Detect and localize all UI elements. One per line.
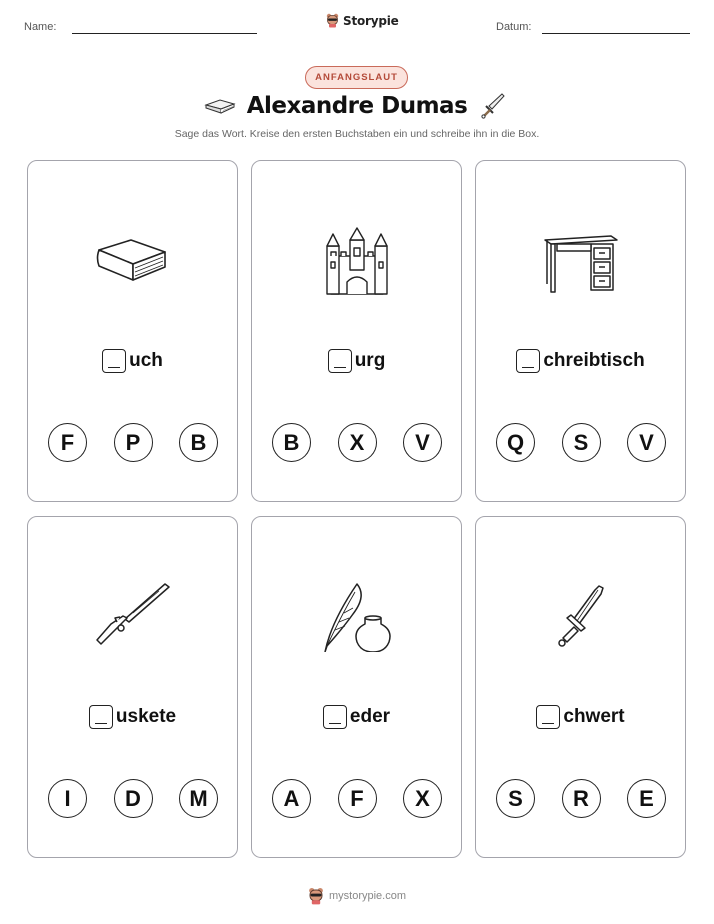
instructions: Sage das Wort. Kreise den ersten Buchstaben ein und schreibe ihn in die Box. (174, 128, 540, 140)
book-title-icon (204, 96, 236, 116)
letter-choice[interactable]: R (562, 779, 601, 818)
letter-choices (496, 423, 666, 462)
letter-choice[interactable]: V (627, 423, 666, 462)
brand-logo (326, 13, 399, 28)
brand-name: Storypie (343, 13, 399, 28)
letter-choice[interactable]: F (338, 779, 377, 818)
word-ending: uskete (115, 706, 177, 727)
word-row (252, 349, 461, 373)
card-feder (251, 516, 462, 858)
desk-icon (541, 226, 621, 296)
bear-mascot-icon (326, 13, 339, 28)
page-title: Alexandre Dumas (246, 93, 468, 119)
answer-box[interactable] (516, 349, 540, 373)
word-ending: uch (129, 350, 163, 371)
letter-choice[interactable]: S (562, 423, 601, 462)
letter-choices (272, 779, 442, 818)
card-muskete (27, 516, 238, 858)
footer-url[interactable]: mystorypie.com (329, 890, 407, 902)
word-row (476, 705, 685, 729)
word-ending: chwert (563, 706, 625, 727)
letter-choice[interactable]: V (403, 423, 442, 462)
letter-choice[interactable]: D (114, 779, 153, 818)
word-row (476, 349, 685, 373)
card-burg (251, 160, 462, 502)
answer-box[interactable] (323, 705, 347, 729)
topic-badge: ANFANGSLAUT (305, 66, 408, 89)
letter-choice[interactable]: E (627, 779, 666, 818)
card-schreibtisch (475, 160, 686, 502)
answer-box[interactable] (328, 349, 352, 373)
word-ending: urg (354, 350, 386, 371)
letter-choices (48, 423, 218, 462)
card-buch (27, 160, 238, 502)
letter-choice[interactable]: P (114, 423, 153, 462)
letter-choice[interactable]: Q (496, 423, 535, 462)
date-line[interactable] (542, 33, 690, 34)
letter-choice[interactable]: S (496, 779, 535, 818)
letter-choice[interactable]: B (179, 423, 218, 462)
quill-ink-icon (317, 582, 397, 652)
musket-icon (93, 582, 173, 652)
word-row (252, 705, 461, 729)
letter-choices (496, 779, 666, 818)
letter-choice[interactable]: A (272, 779, 311, 818)
letter-choice[interactable]: X (403, 779, 442, 818)
card-schwert (475, 516, 686, 858)
letter-choices (272, 423, 442, 462)
castle-icon (317, 226, 397, 296)
sword-icon (541, 582, 621, 652)
letter-choice[interactable]: F (48, 423, 87, 462)
book-icon (93, 226, 173, 296)
answer-box[interactable] (102, 349, 126, 373)
name-label: Name: (24, 21, 57, 33)
answer-box[interactable] (89, 705, 113, 729)
letter-choice[interactable]: B (272, 423, 311, 462)
name-line[interactable] (72, 33, 257, 34)
sword-title-icon (480, 92, 506, 120)
word-row (28, 349, 237, 373)
footer (308, 887, 406, 905)
bear-mascot-icon (308, 887, 324, 905)
word-row (28, 705, 237, 729)
word-ending: chreibtisch (543, 350, 645, 371)
letter-choices (48, 779, 218, 818)
letter-choice[interactable]: I (48, 779, 87, 818)
answer-box[interactable] (536, 705, 560, 729)
word-ending: eder (349, 706, 391, 727)
letter-choice[interactable]: X (338, 423, 377, 462)
date-label: Datum: (496, 21, 532, 33)
letter-choice[interactable]: M (179, 779, 218, 818)
